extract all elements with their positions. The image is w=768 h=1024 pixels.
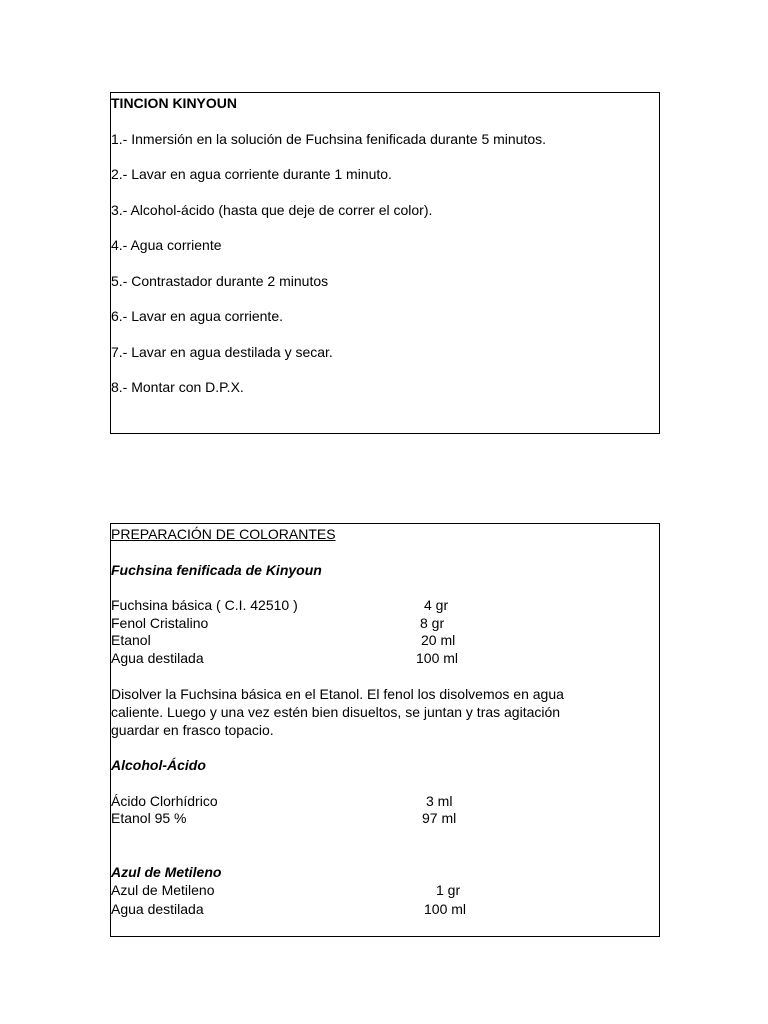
ingredient-name: Azul de Metileno bbox=[111, 882, 215, 898]
kinyoun-step-1: 1.- Inmersión en la solución de Fuchsina fenificada durante 5 minutos. bbox=[111, 131, 547, 147]
ingredient-row bbox=[111, 900, 659, 918]
ingredient-name: Fenol Cristalino bbox=[111, 615, 209, 631]
kinyoun-step-3: 3.- Alcohol-ácido (hasta que deje de correr el color). bbox=[111, 202, 433, 218]
ingredient-quantity: 20 ml bbox=[421, 632, 456, 648]
ingredient-row bbox=[111, 596, 659, 614]
kinyoun-step-8: 8.- Montar con D.P.X. bbox=[111, 379, 244, 395]
ingredient-quantity: 4 gr bbox=[424, 597, 449, 613]
instruction-line: Disolver la Fuchsina básica en el Etanol. El fenol los disolvemos en agua bbox=[111, 686, 564, 702]
ingredient-row bbox=[111, 809, 659, 827]
kinyoun-step-6: 6.- Lavar en agua corriente. bbox=[111, 308, 283, 324]
fuchsina-instructions bbox=[111, 685, 631, 739]
ingredient-quantity: 100 ml bbox=[416, 650, 459, 666]
ingredient-name: Fuchsina básica ( C.I. 42510 ) bbox=[111, 597, 298, 613]
kinyoun-step-7: 7.- Lavar en agua destilada y secar. bbox=[111, 344, 333, 360]
fuchsina-heading: Fuchsina fenificada de Kinyoun bbox=[111, 562, 322, 578]
azul-metileno-heading: Azul de Metileno bbox=[111, 864, 222, 880]
ingredient-row bbox=[111, 881, 659, 899]
ingredient-row bbox=[111, 614, 659, 632]
ingredient-name: Agua destilada bbox=[111, 650, 204, 666]
instruction-line: caliente. Luego y una vez estén bien disueltos, se juntan y tras agitación bbox=[111, 704, 561, 720]
kinyoun-procedure-box bbox=[110, 92, 660, 434]
kinyoun-step-5: 5.- Contrastador durante 2 minutos bbox=[111, 273, 329, 289]
colorants-preparation-box bbox=[110, 523, 660, 937]
ingredient-quantity: 3 ml bbox=[426, 793, 453, 809]
ingredient-name: Agua destilada bbox=[111, 901, 204, 917]
ingredient-quantity: 100 ml bbox=[424, 901, 467, 917]
alcohol-acido-heading: Alcohol-Ácido bbox=[111, 757, 206, 773]
ingredient-row bbox=[111, 649, 659, 667]
ingredient-row bbox=[111, 631, 659, 649]
ingredient-row bbox=[111, 792, 659, 810]
kinyoun-step-2: 2.- Lavar en agua corriente durante 1 minuto. bbox=[111, 166, 392, 182]
ingredient-name: Etanol 95 % bbox=[111, 810, 187, 826]
ingredient-quantity: 97 ml bbox=[422, 810, 457, 826]
instruction-line: guardar en frasco topacio. bbox=[111, 722, 274, 738]
ingredient-name: Ácido Clorhídrico bbox=[111, 793, 218, 809]
ingredient-quantity: 1 gr bbox=[436, 882, 461, 898]
preparation-title: PREPARACIÓN DE COLORANTES bbox=[111, 526, 336, 542]
ingredient-name: Etanol bbox=[111, 632, 151, 648]
kinyoun-title: TINCION KINYOUN bbox=[111, 95, 237, 111]
ingredient-quantity: 8 gr bbox=[420, 615, 445, 631]
kinyoun-step-4: 4.- Agua corriente bbox=[111, 237, 222, 253]
